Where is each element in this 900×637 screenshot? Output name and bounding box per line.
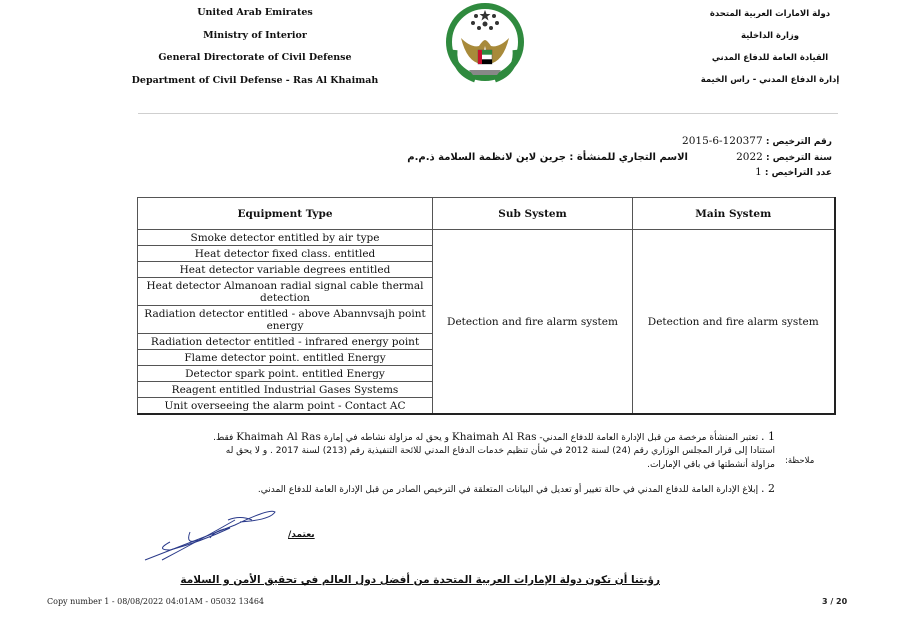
- license-number: [682, 135, 832, 147]
- notes-label: ملاحظة:: [785, 456, 815, 466]
- signature-icon: [140, 500, 280, 565]
- main-system-cell: Detection and fire alarm system: [633, 230, 835, 415]
- page-number: 3 / 20: [822, 597, 848, 606]
- equipment-cell: Heat detector variable degrees entitled: [138, 262, 433, 278]
- equipment-cell: Heat detector fixed class. entitled: [138, 246, 433, 262]
- note-1-text-c: فقط.: [213, 433, 234, 443]
- note-1-line-3: مزاولة أنشطتها في باقي الإمارات.: [647, 460, 775, 470]
- equipment-cell: Heat detector Almanoan radial signal cable thermal detection: [138, 278, 433, 306]
- note-1-emirate-b: Khaimah Al Ras: [236, 431, 321, 443]
- license-number-value: 120377-6-2015: [682, 135, 763, 147]
- note-1-line-2: استنادا إلى قرار المجلس الوزاري رقم (24) لسنة 2012 في شأن تنظيم خدمات الدفاع المدني للائحة التنفيذية رقم (213) لسنة 2017 . و لا يحق له: [225, 446, 775, 456]
- license-number-label: رقم الترخيص :: [765, 137, 832, 147]
- sub-system-cell: Detection and fire alarm system: [433, 230, 633, 415]
- equipment-cell: Unit overseeing the alarm point - Contact AC: [138, 398, 433, 415]
- copy-info: Copy number 1 - 08/08/2022 04:01AM - 05032 13464: [47, 597, 265, 606]
- trade-name-label: الاسم التجاري للمنشأة :: [569, 152, 688, 163]
- trade-name-value: جرين لاين لانظمة السلامة ذ.م.م: [407, 152, 566, 163]
- header-ministry-en: Ministry of Interior: [203, 30, 307, 41]
- equipment-cell: Radiation detector entitled - infrared energy point: [138, 334, 433, 350]
- header-country-ar: دولة الامارات العربية المتحدة: [709, 9, 831, 19]
- uae-emblem-icon: [445, 2, 525, 88]
- note-2-number: 2 .: [761, 482, 775, 495]
- col-sub-system: Sub System: [433, 198, 633, 230]
- license-count-value: 1: [755, 166, 762, 178]
- equipment-cell: Smoke detector entitled by air type: [138, 230, 433, 246]
- header-ministry-ar: وزارة الداخلية: [740, 31, 800, 41]
- header-divider: [138, 113, 838, 114]
- approval-label: يعتمد/: [288, 530, 315, 540]
- table-header-row: [138, 198, 835, 230]
- license-year-label: سنة الترخيص :: [765, 153, 832, 163]
- table-row: [138, 230, 835, 246]
- note-1-text-a: تعتبر المنشأة مرخصة من قبل الإدارة العامة للدفاع المدني-: [539, 433, 759, 443]
- header-country-en: United Arab Emirates: [197, 7, 313, 18]
- license-count-label: عدد التراخيص :: [764, 168, 832, 178]
- note-2: [150, 482, 775, 497]
- equipment-cell: Reagent entitled Industrial Gases Systems: [138, 382, 433, 398]
- note-2-text: إبلاغ الإدارة العامة للدفاع المدني في حالة تغيير أو تعديل في البيانات المتعلقة في الترخيص الصادر من قبل الإدارة العامة للدفاع المدني.: [257, 485, 759, 495]
- header-directorate-ar: القيادة العامة للدفاع المدني: [711, 53, 829, 63]
- header-department-ar: إدارة الدفاع المدني - راس الخيمة: [700, 75, 840, 85]
- equipment-cell: Flame detector point. entitled Energy: [138, 350, 433, 366]
- col-main-system: Main System: [633, 198, 835, 230]
- note-1-number: 1 .: [761, 430, 775, 443]
- license-year-value: 2022: [736, 151, 763, 163]
- note-1-text-b: و يحق له مزاولة نشاطه في إمارة: [323, 433, 450, 443]
- header-department-en: Department of Civil Defense - Ras Al Khaimah: [131, 75, 379, 86]
- vision-statement: رؤيتنا أن تكون دولة الإمارات العربية المتحدة من أفضل دول العالم في تحقيق الأمن و السلامة: [180, 574, 660, 586]
- trade-name: [407, 152, 688, 163]
- license-count: [755, 166, 832, 178]
- note-1-emirate-a: Khaimah Al Ras: [451, 431, 537, 443]
- license-year: [736, 151, 832, 163]
- equipment-cell: Radiation detector entitled - above Abannvsajh point energy: [138, 306, 433, 334]
- col-equipment-type: Equipment Type: [138, 198, 433, 230]
- equipment-table: [137, 197, 836, 415]
- header-directorate-en: General Directorate of Civil Defense: [158, 52, 352, 63]
- note-1-line-1: [150, 430, 775, 445]
- equipment-cell: Detector spark point. entitled Energy: [138, 366, 433, 382]
